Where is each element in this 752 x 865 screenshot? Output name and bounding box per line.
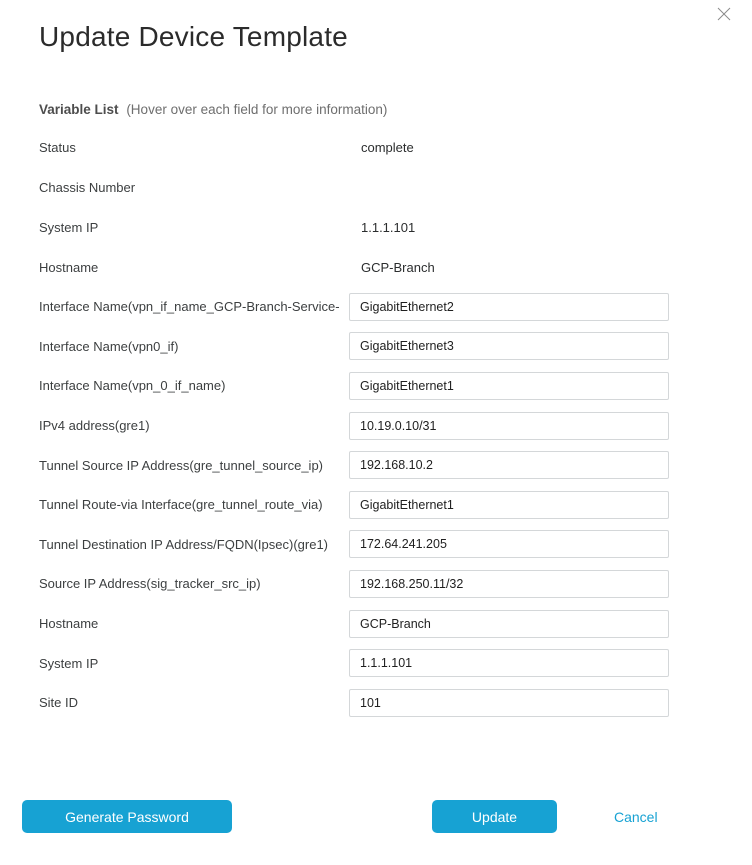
field-input[interactable] (349, 372, 669, 400)
field-input[interactable] (349, 570, 669, 598)
input-field-row (0, 445, 752, 485)
input-field-row (0, 485, 752, 525)
field-label: System IP (39, 655, 99, 671)
input-field-row (0, 287, 752, 327)
variable-list-note: (Hover over each field for more information) (126, 102, 388, 117)
input-field-row (0, 643, 752, 683)
input-field-row (0, 564, 752, 604)
dialog-title: Update Device Template (39, 21, 348, 52)
field-input[interactable] (349, 451, 669, 479)
field-input[interactable] (349, 293, 669, 321)
field-label: Tunnel Source IP Address(gre_tunnel_source_ip) (39, 457, 324, 473)
field-label: Interface Name(vpn0_if) (39, 338, 179, 354)
field-label: Site ID (39, 695, 79, 711)
field-label: Chassis Number (39, 179, 136, 195)
generate-password-button[interactable]: Generate Password (22, 800, 232, 833)
field-label: System IP (39, 219, 99, 235)
field-input[interactable] (349, 332, 669, 360)
field-label: IPv4 address(gre1) (39, 418, 150, 434)
input-field-row (0, 604, 752, 644)
field-label: Hostname (39, 616, 99, 632)
input-field-row (0, 327, 752, 367)
field-input[interactable] (349, 649, 669, 677)
field-label: Tunnel Destination IP Address/FQDN(Ipsec)(gre1) (39, 536, 329, 552)
update-button[interactable]: Update (432, 800, 557, 833)
field-input[interactable] (349, 689, 669, 717)
dialog-footer (0, 800, 752, 833)
close-icon[interactable] (715, 5, 733, 23)
field-value: complete (361, 139, 414, 155)
input-field-row (0, 525, 752, 565)
field-label: Status (39, 139, 76, 155)
static-field-row (0, 127, 752, 167)
static-field-row (0, 167, 752, 207)
field-label: Interface Name(vpn_if_name_GCP-Branch-Service- (39, 299, 340, 315)
variable-list (0, 127, 752, 723)
field-label: Interface Name(vpn_0_if_name) (39, 378, 226, 394)
input-field-row (0, 683, 752, 723)
field-input[interactable] (349, 530, 669, 558)
field-value: 1.1.1.101 (361, 219, 416, 235)
input-field-row (0, 406, 752, 446)
field-value: GCP-Branch (361, 259, 435, 275)
static-field-row (0, 207, 752, 247)
input-field-rows (0, 287, 752, 723)
field-input[interactable] (349, 610, 669, 638)
cancel-button[interactable]: Cancel (606, 800, 666, 833)
variable-list-heading: Variable List (39, 102, 119, 117)
static-field-rows (0, 127, 752, 287)
field-label: Source IP Address(sig_tracker_src_ip) (39, 576, 261, 592)
static-field-row (0, 247, 752, 287)
variable-list-heading-row (39, 102, 713, 117)
field-input[interactable] (349, 491, 669, 519)
input-field-row (0, 366, 752, 406)
field-label: Hostname (39, 259, 99, 275)
field-input[interactable] (349, 412, 669, 440)
field-label: Tunnel Route-via Interface(gre_tunnel_route_via) (39, 497, 323, 513)
